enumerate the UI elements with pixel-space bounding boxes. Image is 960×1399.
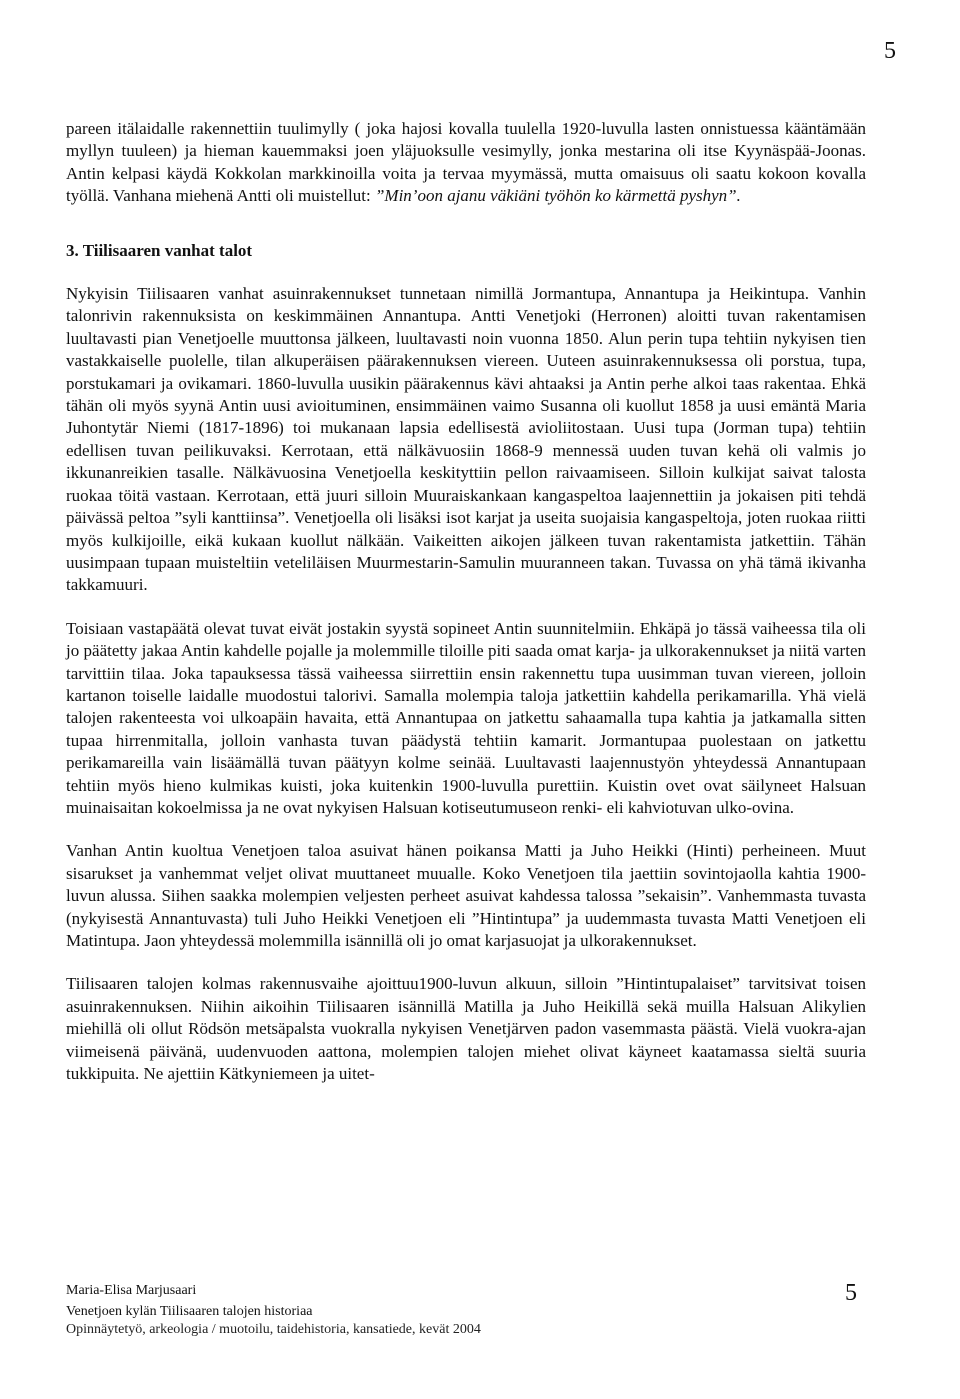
page-footer bbox=[66, 1280, 313, 1322]
paragraph-old-houses: Nykyisin Tiilisaaren vanhat asuinrakennukset tunnetaan nimillä Jormantupa, Annantupa ja Heikintupa. Vanhin talonrivin rakennuksista on keskimmäinen Annantupa. Antti Venetjoki (Herronen) aloitti tuvan rakentamisen luultavasti pian Venetjoelle muuttonsa jälkeen, luultavasti noin vuonna 1850. Alun perin tupa tehtiin nykyisen tien vastakkaiselle puolelle, tilan alkuperäisen päärakennuksen viereen. Uuteen asuinrakennuksessa oli porstua, tupa, porstukamari ja ovikamari. 1860-luvulla uusikin päärakennus kävi ahtaaksi ja Antin perhe alkoi taas rakentaa. Ehkä tähän oli myös syynä Antin uusi avioituminen, ensimmäinen vaimo Susanna oli kuollut 1858 ja uusi emäntä Maria Juhontytär Niemi (1817-1896) toi mukanaan lapsia edellisestä avioliitostaan. Uusi tupa (Jorman tupa) tehtiin edellisen tuvan peilikuvaksi. Kerrotaan, että nälkävuosiin 1868-9 mennessä uuden tuvan kehä oli valmis jo ikkunanreikien tasalle. Nälkävuosina Venetjoella keskityttiin pellon raivaamiseen. Silloin kulkijat saivat talosta ruokaa töitä vastaan. Kerrotaan, että juuri silloin Muuraiskankaan kangaspeltoa laajennettiin ja jokaisen piti tehdä päivässä peltoa ”syli kanttiinsa”. Venetjoella oli lisäksi isot karjat ja useita suojaisia kangaspeltoja, joten ruokaa riitti myös kulkijoille, eikä kukaan kuollut nälkään. Vaikeitten aikojen jälkeen tuvan rakentamista jatkettiin. Tähän uusimpaan tupaan muisteltiin veteliläisen Muurmestarin-Samulin muuranneen takan. Tuvassa on yhä tämä ikivanha takkamuuri. bbox=[66, 284, 866, 595]
paragraph-mill-text: pareen itälaidalle rakennettiin tuulimylly ( joka hajosi kovalla tuulella 1920-luvulla lasten onnistuessa kääntämään myllyn tuuleen) ja hieman kauemmaksi joen yläjuoksulle vesimylly, jonka mestarina oli itse Kyynäspää-Joonas. Antin kelpasi käydä Kokkolan markkinoilla voita ja tervaa myymässä, mutta omaisuus oli saatu kokoon kovalla työllä. Vanhana miehenä Antti oli muistellut: bbox=[66, 119, 866, 206]
footer-title: Venetjoen kylän Tiilisaaren talojen historiaa bbox=[66, 1304, 313, 1319]
page-number-top: 5 bbox=[884, 38, 896, 64]
paragraph-mill bbox=[66, 118, 866, 208]
paragraph-third-phase: Tiilisaaren talojen kolmas rakennusvaihe ajoittuu1900-luvun alkuun, silloin ”Hintintupalaiset” tarvitsivat toisen asuinrakennuksen. Niihin aikoihin Tiilisaaren isännillä Matilla ja Juho Heikillä sekä muilla Halsuan Alikylien miehillä oli ollut Rödsön metsäpalsta vuokralla nykyisen Venetjärven padon vasemmasta päästä. Vielä vuokra-ajan viimeisenä päivänä, uudenvuoden aattona, molempien talojen miehet olivat käyneet kaatamassa sieltä suuria tukkipuita. Ne ajettiin Kätkyniemeen ja uitet- bbox=[66, 974, 866, 1084]
page-number-bottom: 5 bbox=[845, 1280, 857, 1306]
paragraph-house-moving: Toisiaan vastapäätä olevat tuvat eivät jostakin syystä sopineet Antin suunnitelmiin. Ehkäpä jo tässä vaiheessa tila oli jo päätetty jakaa Antin kahdelle pojalle ja molemmille tiloille piti saada omat karja- ja ulkorakennukset ja niitä varten tarvittiin tilaa. Joka tapauksessa tässä vaiheessa siirrettiin ensin rakennettu tupa uusimman tuvan viereen, jolloin kartanon toiselle laidalle muodostui talorivi. Samalla molempia taloja jatkettiin kahdella perikamarilla. Yhä vielä talojen rakenteesta voi ulkoapäin havaita, että Annantupaa on jatkettu sahaamalla tupa kahtia ja jatkamalla sitten tupaa hirrenmitalla, jolloin vanhasta tuvan päädystä tehtiin kamarit. Jormantupaa puolestaan on jatkettu perikamareilla vain lisäämällä tuvan päätyyn kolme seinää. Luultavasti laajennustyön yhteydessä Annantupaan tehtiin myös hieno kulmikas kuisti, joka kuitenkin 1900-luvulla purettiin. Kuistin ovet ovat säilyneet Halsuan muinaisaitan kokoelmissa ja ne ovat nykyisen Halsuan kotiseutumuseon renki- eli kahviotuvan ulko-ovina. bbox=[66, 618, 866, 817]
document-body bbox=[66, 118, 866, 1106]
footer-cut-line: Opinnäytetyö, arkeologia / muotoilu, taidehistoria, kansatiede, kevät 2004 bbox=[66, 1322, 481, 1337]
dialect-quote: ”Min’oon ajanu väkiäni työhön ko kärmettä pyshyn”. bbox=[374, 186, 741, 206]
section-heading: 3. Tiilisaaren vanhat talot bbox=[66, 240, 253, 260]
paragraph-division: Vanhan Antin kuoltua Venetjoen taloa asuivat hänen poikansa Matti ja Juho Heikki (Hinti) perheineen. Muut sisarukset ja vanhemmat veljet olivat muuttaneet muualle. Koko Venetjoen tila jaettiin sovintojaolla kahtia 1900-luvun alussa. Siihen saakka molempien veljesten perheet asuivat kahdessa talossa ”sekaisin”. Vanhemmasta tuvasta (nykyisestä Annantuvasta) tuli Juho Heikki Venetjoen eli ”Hintintupa” ja uudemmasta tuvasta Matti Venetjoen eli Matintupa. Jaon yhteydessä molemmilla isännillä oli jo omat karjasuojat ja ulkorakennukset. bbox=[66, 841, 866, 950]
footer-author: Maria-Elisa Marjusaari bbox=[66, 1283, 197, 1298]
